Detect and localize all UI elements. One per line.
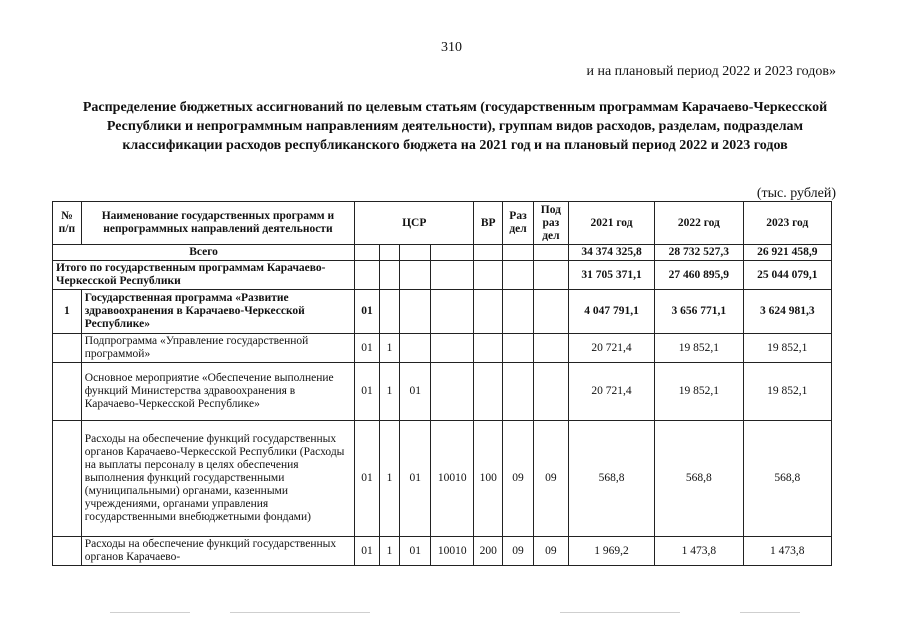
cell-2021: 20 721,4 — [568, 363, 654, 421]
cell-csr4 — [431, 363, 474, 421]
subheading: и на плановый период 2022 и 2023 годов» — [586, 64, 836, 79]
cell-2021: 4 047 791,1 — [568, 290, 654, 334]
header-2022: 2022 год — [655, 202, 743, 245]
cell-2023: 3 624 981,3 — [743, 290, 831, 334]
cell-razdel — [503, 334, 534, 363]
header-num: № п/п — [53, 202, 82, 245]
cell-csr1: 01 — [355, 421, 380, 537]
cell-razdel: 09 — [503, 421, 534, 537]
cell-2023: 568,8 — [743, 421, 831, 537]
cell-razdel — [503, 363, 534, 421]
scan-artifact-line — [740, 612, 800, 613]
cell-csr4 — [431, 290, 474, 334]
row-name: Расходы на обеспечение функций государственных органов Карачаево- — [81, 537, 354, 566]
row-name: Расходы на обеспечение функций государственных органов Карачаево-Черкесской Республики (Расходы на выплаты персоналу в целях обеспечения выполнения функций государственными (муниципальными) органами, казенными учреждениями, органами управления государственными внебюджетными фондами) — [81, 421, 354, 537]
budget-table — [52, 201, 832, 566]
page-number: 310 — [441, 40, 462, 55]
cell-vr — [474, 245, 503, 261]
cell-csr2: 1 — [379, 537, 400, 566]
row-name: Подпрограмма «Управление государственной программой» — [81, 334, 354, 363]
header-2023: 2023 год — [743, 202, 831, 245]
cell-csr3 — [400, 290, 431, 334]
cell-2022: 1 473,8 — [655, 537, 743, 566]
row-name: Государственная программа «Развитие здравоохранения в Карачаево-Черкесской Республике» — [81, 290, 354, 334]
cell-csr2 — [379, 290, 400, 334]
cell-vr — [474, 290, 503, 334]
cell-2021: 34 374 325,8 — [568, 245, 654, 261]
cell-2022: 3 656 771,1 — [655, 290, 743, 334]
cell-csr3: 01 — [400, 363, 431, 421]
cell-vr — [474, 363, 503, 421]
scan-artifact-line — [560, 612, 680, 613]
cell-vr — [474, 261, 503, 290]
cell-csr4 — [431, 245, 474, 261]
table-row — [53, 245, 832, 261]
cell-podrazdel: 09 — [533, 537, 568, 566]
cell-2021: 568,8 — [568, 421, 654, 537]
cell-csr1: 01 — [355, 290, 380, 334]
cell-csr3 — [400, 261, 431, 290]
cell-vr: 100 — [474, 421, 503, 537]
header-vr: ВР — [474, 202, 503, 245]
table-row — [53, 421, 832, 537]
cell-csr2 — [379, 245, 400, 261]
header-csr: ЦСР — [355, 202, 474, 245]
cell-2023: 19 852,1 — [743, 334, 831, 363]
cell-csr2: 1 — [379, 421, 400, 537]
table-row — [53, 261, 832, 290]
row-name: Всего — [53, 245, 355, 261]
cell-csr4: 10010 — [431, 421, 474, 537]
cell-razdel — [503, 290, 534, 334]
header-2021: 2021 год — [568, 202, 654, 245]
cell-csr3: 01 — [400, 421, 431, 537]
row-num — [53, 363, 82, 421]
row-num: 1 — [53, 290, 82, 334]
cell-2022: 19 852,1 — [655, 334, 743, 363]
table-header-row — [53, 202, 832, 245]
cell-2023: 25 044 079,1 — [743, 261, 831, 290]
cell-2022: 568,8 — [655, 421, 743, 537]
document-title: Распределение бюджетных ассигнований по целевым статьям (государственным программам Карачаево-Черкесской Республики и непрограммным направлениям деятельности), группам видов расходов, разделам, подразделам классификации расходов республиканского бюджета на 2021 год и на плановый период 2022 и 2023 годов — [82, 100, 828, 153]
table-row — [53, 334, 832, 363]
cell-2023: 19 852,1 — [743, 363, 831, 421]
cell-vr — [474, 334, 503, 363]
cell-csr4 — [431, 334, 474, 363]
table-row — [53, 363, 832, 421]
cell-podrazdel: 09 — [533, 421, 568, 537]
cell-2022: 19 852,1 — [655, 363, 743, 421]
cell-podrazdel — [533, 261, 568, 290]
row-num — [53, 537, 82, 566]
cell-2022: 27 460 895,9 — [655, 261, 743, 290]
header-razdel: Раз дел — [503, 202, 534, 245]
cell-2021: 1 969,2 — [568, 537, 654, 566]
cell-csr3 — [400, 245, 431, 261]
cell-podrazdel — [533, 363, 568, 421]
row-name: Основное мероприятие «Обеспечение выполнение функций Министерства здравоохранения в Карачаево-Черкесской Республике» — [81, 363, 354, 421]
cell-2021: 20 721,4 — [568, 334, 654, 363]
cell-2022: 28 732 527,3 — [655, 245, 743, 261]
cell-csr2 — [379, 261, 400, 290]
units-label: (тыс. рублей) — [756, 186, 836, 201]
table-row — [53, 290, 832, 334]
cell-2021: 31 705 371,1 — [568, 261, 654, 290]
cell-csr4 — [431, 261, 474, 290]
header-name: Наименование государственных программ и непрограммных направлений деятельности — [81, 202, 354, 245]
cell-csr1 — [355, 261, 380, 290]
row-num — [53, 334, 82, 363]
cell-podrazdel — [533, 290, 568, 334]
cell-csr3 — [400, 334, 431, 363]
scan-artifact-line — [110, 612, 190, 613]
cell-vr: 200 — [474, 537, 503, 566]
cell-2023: 26 921 458,9 — [743, 245, 831, 261]
row-name: Итого по государственным программам Карачаево-Черкесской Республики — [53, 261, 355, 290]
cell-csr1 — [355, 245, 380, 261]
header-podrazdel: Под раз дел — [533, 202, 568, 245]
cell-csr1: 01 — [355, 334, 380, 363]
cell-csr1: 01 — [355, 537, 380, 566]
cell-csr2: 1 — [379, 363, 400, 421]
cell-csr1: 01 — [355, 363, 380, 421]
cell-razdel — [503, 261, 534, 290]
scan-artifact-line — [230, 612, 370, 613]
table-row — [53, 537, 832, 566]
cell-csr4: 10010 — [431, 537, 474, 566]
cell-razdel — [503, 245, 534, 261]
cell-csr2: 1 — [379, 334, 400, 363]
cell-podrazdel — [533, 245, 568, 261]
cell-csr3: 01 — [400, 537, 431, 566]
cell-2023: 1 473,8 — [743, 537, 831, 566]
cell-podrazdel — [533, 334, 568, 363]
row-num — [53, 421, 82, 537]
cell-razdel: 09 — [503, 537, 534, 566]
